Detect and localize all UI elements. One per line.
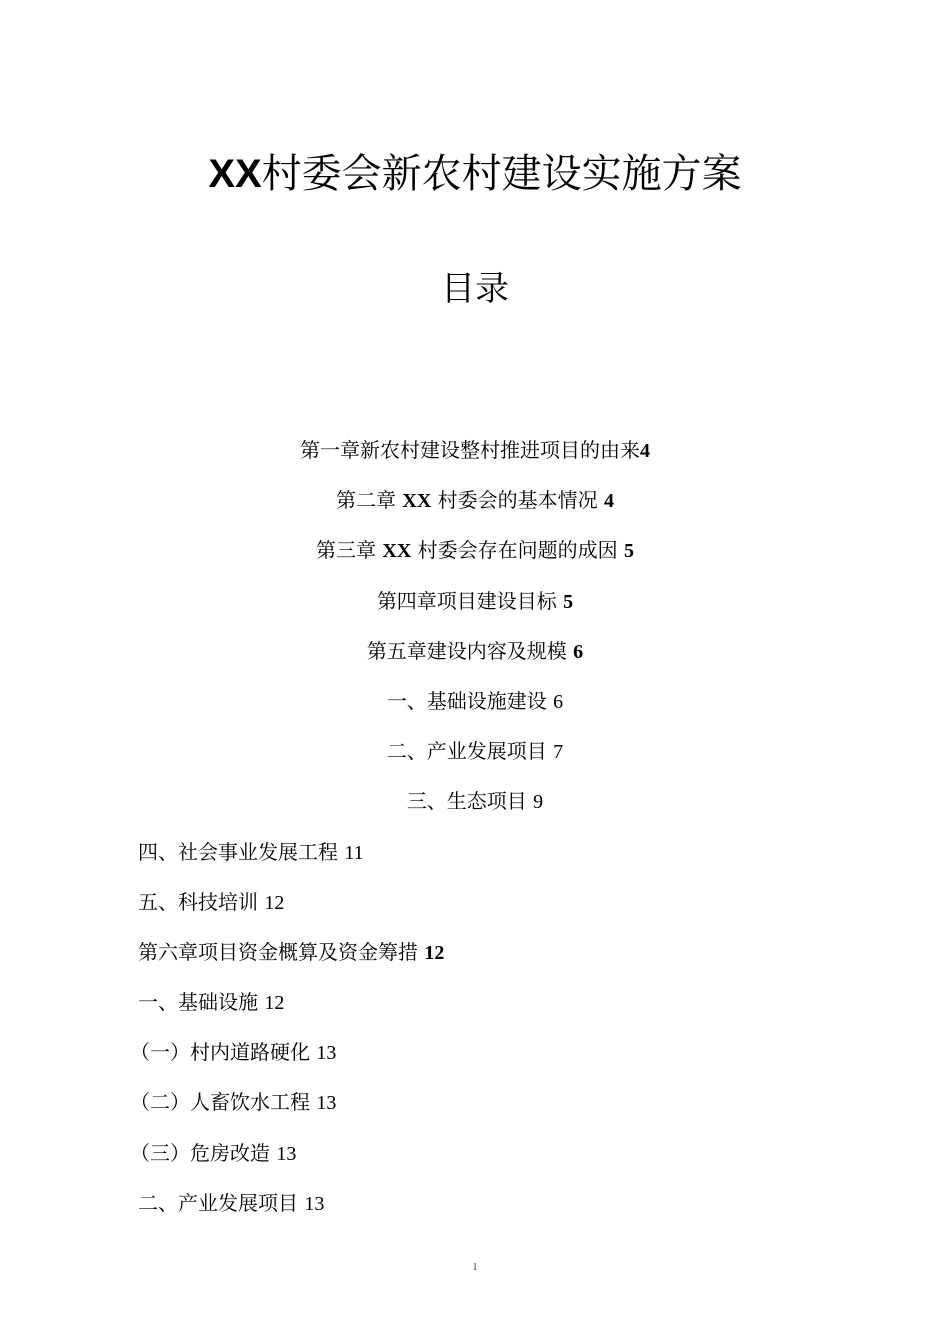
document-title-prefix: XX [208,152,262,196]
toc-entry-section-industry[interactable] [0,733,950,783]
toc-entry-text: 村委会存在问题的成因 [411,538,624,563]
toc-entry-text: 二、产业发展项目 [138,1190,305,1215]
toc-entry-page: 5 [563,590,574,613]
toc-entry-section-ecology[interactable] [0,783,950,833]
toc-entry-text: 第四章项目建设目标 [376,588,564,613]
toc-entry-page: 13 [304,1192,325,1215]
toc-heading: 目录 [441,269,509,309]
toc-entry-page: 13 [316,1092,337,1115]
toc-entry-subsection-infrastructure[interactable] [0,984,950,1034]
toc-entry-chapter-1[interactable] [0,432,950,482]
toc-entry-page: 6 [553,690,564,713]
toc-entry-chapter-6[interactable] [0,934,950,984]
toc-entry-page: 6 [573,640,584,663]
toc-entry-text: 第六章项目资金概算及资金筹措 [138,939,425,964]
toc-entry-text: 一、基础设施 [138,990,265,1015]
toc-entry-page: 4 [640,440,650,462]
toc-entry-page: 12 [264,891,285,914]
toc-entry-page: 9 [533,791,544,814]
toc-entry-text-latin: XX [402,490,432,513]
toc-entry-chapter-3[interactable] [0,532,950,582]
document-title [0,146,950,202]
toc-entry-text: （一）村内道路硬化 [130,1040,317,1065]
toc-entry-page: 12 [424,941,445,964]
toc-entry-chapter-5[interactable] [0,633,950,683]
toc-entry-text: 第一章新农村建设整村推进项目的由来 [300,438,640,462]
toc-entry-text: 村委会的基本情况 [431,488,604,513]
toc-entry-page: 13 [276,1142,297,1165]
document-title-text: 村委会新农村建设实施方案 [261,151,742,197]
toc-entry-text: （二）人畜饮水工程 [130,1090,317,1115]
toc-entry-chapter-2[interactable] [0,482,950,532]
toc-entry-section-social[interactable] [0,834,950,884]
toc-entry-page: 13 [316,1042,337,1065]
toc-entry-section-infrastructure[interactable] [0,683,950,733]
toc-entry-subsection-industry[interactable] [0,1185,950,1235]
toc-entry-text: 一、基础设施建设 [386,688,554,713]
toc-entry-text: 五、科技培训 [138,889,265,914]
toc-entry-text: （三）危房改造 [130,1140,277,1165]
toc-entry-page: 4 [603,490,614,513]
toc-entry-page: 12 [264,992,285,1015]
toc-entry-chapter-4[interactable] [0,583,950,633]
toc-entry-text: 四、社会事业发展工程 [138,839,345,864]
toc-entry-text: 第五章建设内容及规模 [366,638,574,663]
toc-entry-text-prefix: 第二章 [336,488,403,513]
toc-entry-text: 二、产业发展项目 [386,739,554,764]
toc-entry-item-road[interactable] [0,1034,950,1084]
toc-entry-text-prefix: 第三章 [316,538,383,563]
page-number: 1 [472,1262,478,1273]
toc-entry-item-water[interactable] [0,1084,950,1134]
toc-entry-text-latin: XX [382,540,412,563]
table-of-contents [0,432,950,1235]
toc-entry-page: 7 [553,741,564,764]
toc-entry-section-training[interactable] [0,884,950,934]
toc-entry-page: 5 [623,540,634,563]
toc-entry-text: 三、生态项目 [406,789,534,814]
toc-entry-item-housing[interactable] [0,1135,950,1185]
toc-entry-page: 11 [344,841,364,864]
